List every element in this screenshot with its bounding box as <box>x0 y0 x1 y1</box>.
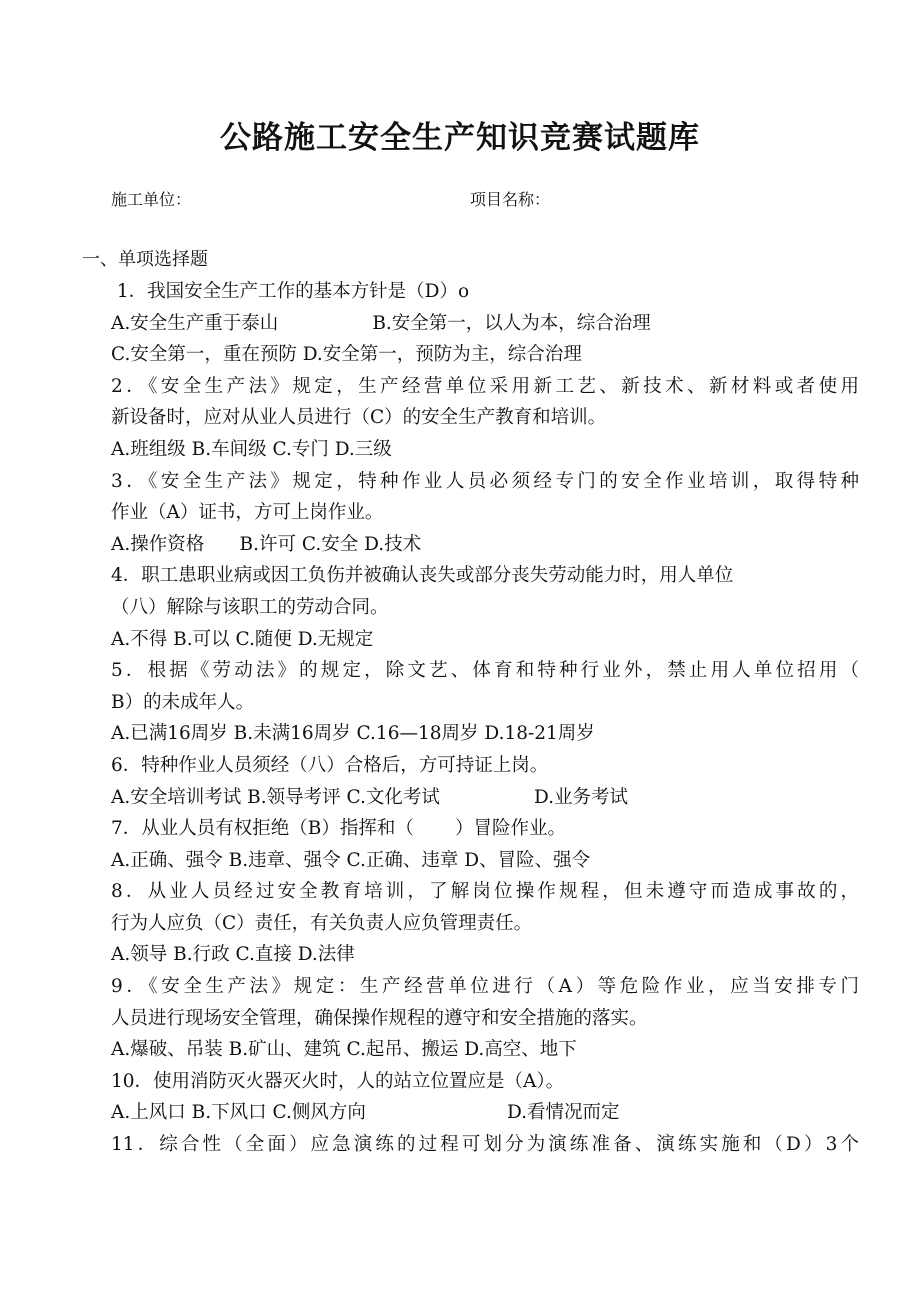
project-name-label: 项目名称： <box>470 190 551 209</box>
question-line: 作业（A）证书，方可上岗作业。 <box>111 502 384 524</box>
question-line: 6．特种作业人员须经（八）合格后，方可持证上岗。 <box>111 754 549 776</box>
question-line: 8．从业人员经过安全教育培训，了解岗位操作规程，但未遵守而造成事故的， <box>111 881 859 903</box>
question-line: 10．使用消防灭火器灭火时，人的站立位置应是（A）。 <box>111 1070 565 1092</box>
option-line: A.已满16周岁 B.未满16周岁 C.16—18周岁 D.18-21周岁 <box>111 723 595 745</box>
question-line: 7．从业人员有权拒绝（B）指挥和（ ）冒险作业。 <box>111 818 567 840</box>
option-line: A.安全生产重于泰山 B.安全第一，以人为本，综合治理 <box>111 312 651 334</box>
question-line: 4．职工患职业病或因工负伤并被确认丧失或部分丧失劳动能力时，用人单位 <box>111 565 734 587</box>
page-title: 公路施工安全生产知识竞赛试题库 <box>220 120 700 156</box>
question-body <box>111 276 859 1161</box>
option-line: A.爆破、吊装 B.矿山、建筑 C.起吊、搬运 D.高空、地下 <box>111 1039 577 1061</box>
question-line: 5．根据《劳动法》的规定，除文艺、体育和特种行业外，禁止用人单位招用（ <box>111 660 859 682</box>
question-line: 3．《安全生产法》规定，特种作业人员必须经专门的安全作业培训，取得特种 <box>111 470 859 492</box>
option-line: A.操作资格 B.许可 C.安全 D.技术 <box>111 533 422 555</box>
question-line: 人员进行现场安全管理，确保操作规程的遵守和安全措施的落实。 <box>111 1007 648 1029</box>
question-line: B）的未成年人。 <box>111 691 255 713</box>
option-line: C.安全第一，重在预防 D.安全第一，预防为主，综合治理 <box>111 344 582 366</box>
option-line: A.安全培训考试 B.领导考评 C.文化考试 D.业务考试 <box>111 786 628 808</box>
option-line: A.正确、强令 B.违章、强令 C.正确、违章 D、冒险、强令 <box>111 849 591 871</box>
option-line: A.班组级 B.车间级 C.专门 D.三级 <box>111 438 392 460</box>
question-line: 9．《安全生产法》规定：生产经营单位进行（A）等危险作业，应当安排专门 <box>111 976 859 998</box>
option-line: A.上风口 B.下风口 C.侧风方向 D.看情况而定 <box>111 1102 620 1124</box>
question-line: 11．综合性（全面）应急演练的过程可划分为演练准备、演练实施和（D）3个 <box>111 1134 859 1156</box>
question-line: （八）解除与该职工的劳动合同。 <box>111 596 389 618</box>
option-line: A.不得 B.可以 C.随便 D.无规定 <box>111 628 374 650</box>
question-line: 新设备时，应对从业人员进行（C）的安全生产教育和培训。 <box>111 407 607 429</box>
question-line: 1．我国安全生产工作的基本方针是（D）o <box>111 281 470 302</box>
question-line: 2．《安全生产法》规定，生产经营单位采用新工艺、新技术、新材料或者使用 <box>111 375 859 397</box>
option-line: A.领导 B.行政 C.直接 D.法律 <box>111 944 355 966</box>
section-heading: 一、单项选择题 <box>82 249 208 270</box>
question-line: 行为人应负（C）责任，有关负责人应负管理责任。 <box>111 912 533 934</box>
construction-unit-label: 施工单位： <box>111 190 192 209</box>
